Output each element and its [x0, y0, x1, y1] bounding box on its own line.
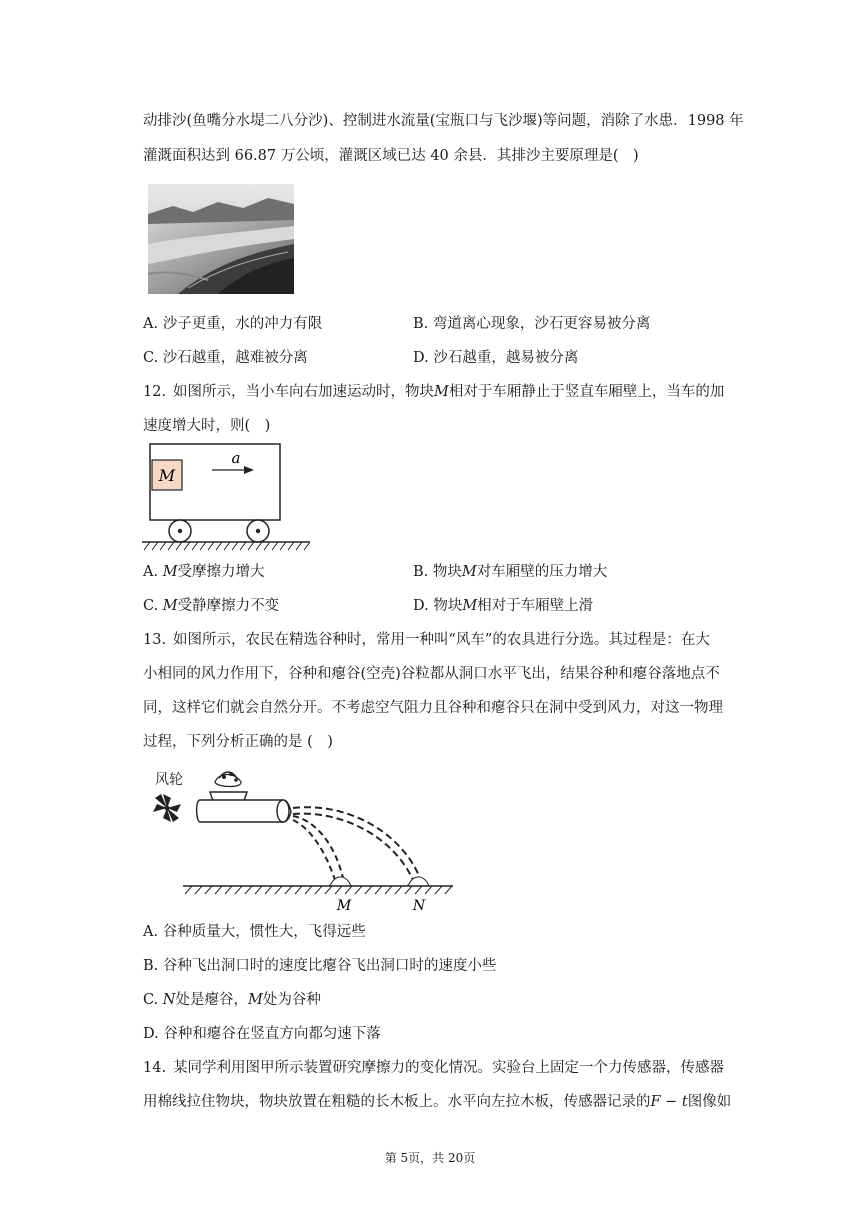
page-footer: 第 5页，共 20页	[384, 1151, 476, 1165]
q13-option-d: D. 谷种和瘪谷在竖直方向都匀速下落	[143, 1026, 381, 1042]
q11-dujiangyan-photo	[148, 184, 294, 294]
wind-wheel-icon	[153, 794, 181, 822]
block-m-label: 𝑀	[158, 466, 176, 485]
q13-option-a: A. 谷种质量大，惯性大，飞得远些	[143, 924, 366, 940]
q13-option-b: B. 谷种飞出洞口时的速度比瘪谷飞出洞口时的速度小些	[143, 958, 497, 974]
q11-text-line2: 灌溉面积达到 66.87 万公顷，灌溉区域已达 40 余县．其排沙主要原理是( )	[143, 148, 639, 164]
q12-text-line2: 速度增大时，则( )	[143, 418, 271, 434]
q13-option-c: C. 𝑁处是瘪谷，𝑀处为谷种	[143, 992, 321, 1008]
label-n: 𝑁	[412, 898, 426, 914]
q14-text-line1: 14. 某同学利用图甲所示装置研究摩擦力的变化情况。实验台上固定一个力传感器，传感器	[143, 1060, 724, 1076]
q13-text-line4: 过程，下列分析正确的是 ( )	[143, 734, 333, 750]
q12-option-b: B. 物块𝑀对车厢壁的压力增大	[413, 564, 608, 580]
q13-text-line1: 13. 如图所示，农民在精选谷种时，常用一种叫“风车”的农具进行分选。其过程是：在大	[143, 632, 710, 648]
trajectory-near-upper	[293, 816, 343, 878]
q11-text-line1: 动排沙(鱼嘴分水堤二八分沙)、控制进水流量(宝瓶口与飞沙堰)等问题，消除了水患．1998 年	[143, 113, 744, 129]
trajectory-far-upper	[293, 807, 420, 878]
q12-option-c: C. 𝑀受静摩擦力不变	[143, 598, 280, 614]
q14-text-line2: 用棉线拉住物块，物块放置在粗糙的长木板上。水平向左拉木板，传感器记录的𝐹 − 𝑡图像如	[143, 1094, 732, 1110]
q12-text-line1: 12. 如图所示，当小车向右加速运动时，物块𝑀相对于车厢静止于竖直车厢壁上，当车的加	[143, 384, 725, 400]
q13-text-line3: 同，这样它们就会自然分开。不考虑空气阻力且谷种和瘪谷只在洞中受到风力，对这一物理	[143, 700, 723, 716]
q12-cart-figure	[140, 440, 312, 552]
q13-text-line2: 小相同的风力作用下，谷种和瘪谷(空壳)谷粒都从洞口水平飞出，结果谷种和瘪谷落地点不	[143, 666, 720, 682]
q11-option-b: B. 弯道离心现象，沙石更容易被分离	[413, 316, 651, 332]
trajectory-near-lower	[293, 820, 335, 880]
q14-number: 14.	[143, 1060, 167, 1076]
q12-option-a: A. 𝑀受摩擦力增大	[143, 564, 265, 580]
trajectory-far-lower	[293, 814, 413, 880]
q12-option-d: D. 物块𝑀相对于车厢壁上滑	[413, 598, 594, 614]
pile-m	[329, 877, 351, 886]
label-m: 𝑀	[336, 898, 352, 914]
q13-winnower-figure	[145, 760, 455, 915]
q13-number: 13.	[143, 632, 167, 648]
q12-number: 12.	[143, 384, 167, 400]
q11-option-d: D. 沙石越重，越易被分离	[413, 350, 579, 366]
q11-option-a: A. 沙子更重，水的冲力有限	[143, 316, 323, 332]
q11-option-c: C. 沙石越重，越难被分离	[143, 350, 308, 366]
pile-n	[407, 877, 429, 886]
accel-label: 𝑎	[231, 449, 241, 467]
wind-wheel-label: 风轮	[155, 772, 183, 788]
